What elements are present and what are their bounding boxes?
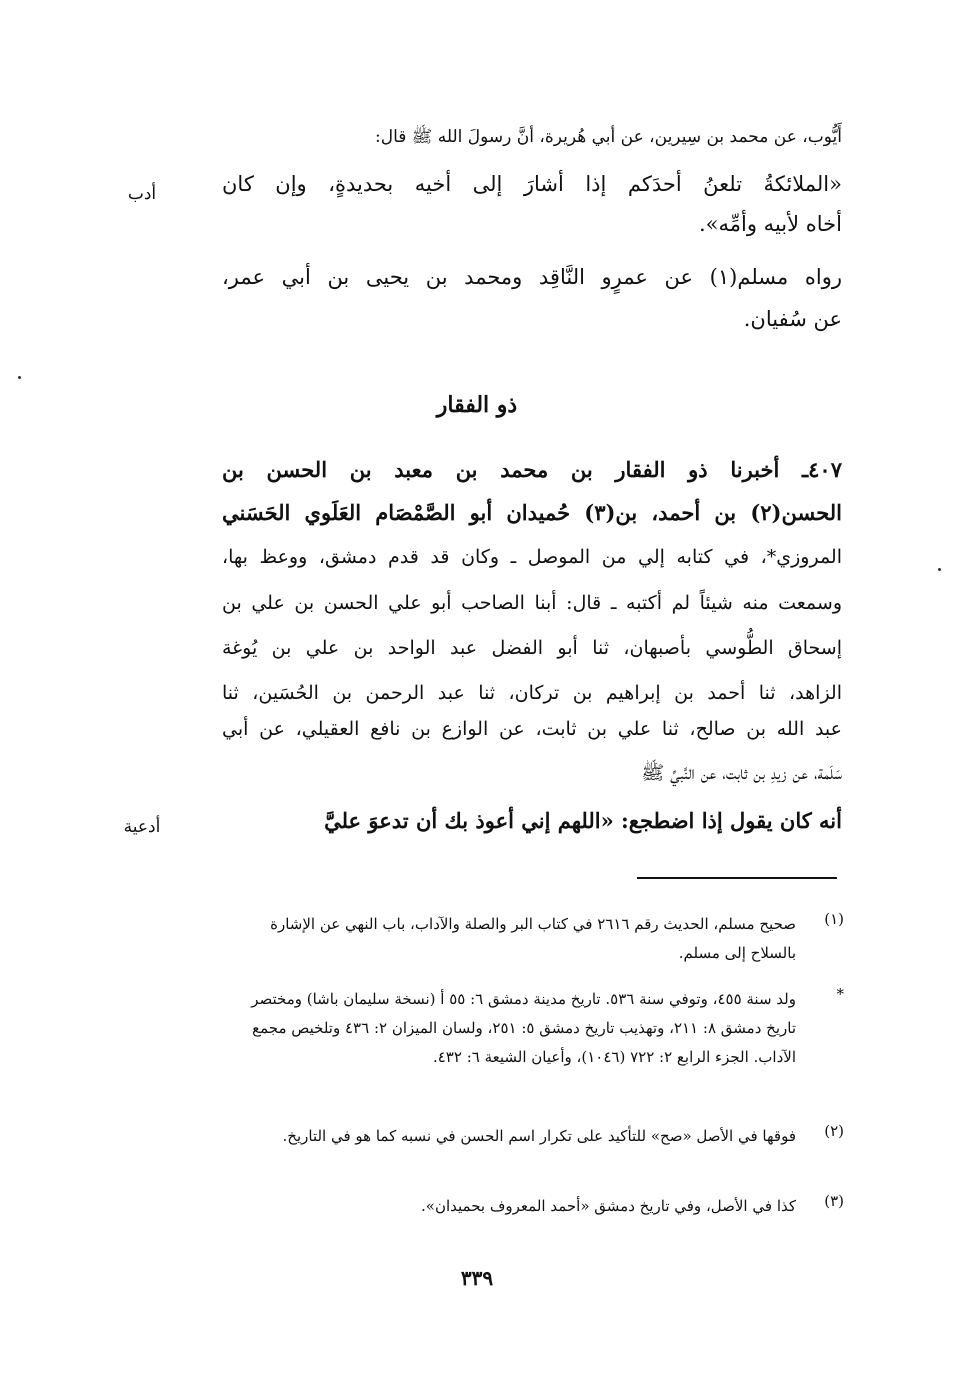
body-line-3: أخاه لأبيه وأمِّه». — [699, 212, 842, 236]
footnote-text: فوقها في الأصل «صح» للتأكيد على تكرار اسم الحسن في نسبه كما هو في التاريخ. — [282, 1127, 796, 1145]
footnote-marker: (١) — [824, 910, 844, 928]
page-number: ٣٣٩ — [460, 1266, 494, 1290]
footnote-text: ولد سنة ٤٥٥، وتوفي سنة ٥٣٦. تاريخ مدينة دمشق ٦: ٥٥ أ (نسخة سليمان باشا) ومختصر تاريخ دمشق ٨: ٢١١، وتهذيب تاريخ دمشق ٥: ٢٥١، ولسان الميزان ٢: ٤٣٦ وتلخيص مجمع الآداب. الجزء الرابع ٢: ٧٢٢ (١٠٤٦)، وأعيان الشيعة ٦: ٤٣٢. — [251, 990, 796, 1066]
footnote-2 — [222, 1122, 842, 1151]
footnote-marker: * — [836, 985, 844, 1003]
entry-line-2: الحسن(٢) بن أحمد، بن(٣) حُميدان أبو الصَّمْصَام العَلَوي الحَسَني — [222, 500, 842, 525]
entry-line-8: سَلَمة، عن زيدِ بن ثابت، عن النَّبيِّ ﷺ — [641, 762, 842, 784]
footnote-marker: (٢) — [824, 1122, 844, 1140]
entry-line-6: الزاهد، ثنا أحمد بن إبراهيم بن تركان، ثنا عبد الرحمن بن الحُسَين، ثنا — [222, 682, 842, 704]
scan-speck — [938, 568, 941, 571]
body-line-5: عن سُفيان. — [743, 307, 842, 331]
footnote-marker: (٣) — [824, 1192, 844, 1210]
section-heading: ذو الفقار — [436, 392, 518, 418]
entry-line-3: المروزي*، في كتابه إلي من الموصل ـ وكان قد قدم دمشق، ووعظ بها، — [222, 546, 842, 568]
scan-speck — [18, 376, 21, 379]
footnote-text: كذا في الأصل، وفي تاريخ دمشق «أحمد المعروف بحميدان». — [421, 1197, 796, 1215]
entry-line-4: وسمعت منه شيئاً لم أكتبه ـ قال: أبنا الصاحب أبو علي الحسن بن علي بن — [222, 592, 842, 614]
footnote-3 — [222, 1192, 842, 1221]
margin-note-adiya: أدعية — [123, 817, 161, 837]
body-line-1: أَيُّوب، عن محمد بن سِيرين، عن أبي هُريرة، أنَّ رسولَ الله ﷺ قال: — [375, 127, 842, 147]
footnote-star — [222, 985, 842, 1072]
margin-note-adab: أدب — [127, 184, 157, 204]
entry-line-1: ٤٠٧ـ أخبرنا ذو الفقار بن محمد بن معبد بن الحسن بن — [222, 457, 842, 482]
entry-line-9: أنه كان يقول إذا اضطجع: «اللهم إني أعوذ بك أن تدعوَ عليَّ — [324, 808, 842, 833]
footnote-separator — [637, 877, 837, 879]
entry-line-7: عبد الله بن صالح، ثنا علي بن ثابت، عن الوازع بن نافع العقيلي، عن أبي — [222, 718, 842, 740]
footnote-text: صحيح مسلم، الحديث رقم ٢٦١٦ في كتاب البر والصلة والآداب، باب النهي عن الإشارة بالسلاح إلى مسلم. — [270, 915, 796, 962]
footnote-1 — [222, 910, 842, 968]
body-line-2: «الملائكةُ تلعنُ أحدَكم إذا أشارَ إلى أخيه بحديدةٍ، وإن كان — [222, 172, 842, 196]
entry-line-5: إسحاق الطُّوسي بأصبهان، ثنا أبو الفضل عبد الواحد بن علي بن يُوغة — [222, 637, 842, 659]
body-line-4: رواه مسلم(١) عن عمرٍو النَّاقِد ومحمد بن يحيى بن أبي عمر، — [222, 265, 842, 289]
